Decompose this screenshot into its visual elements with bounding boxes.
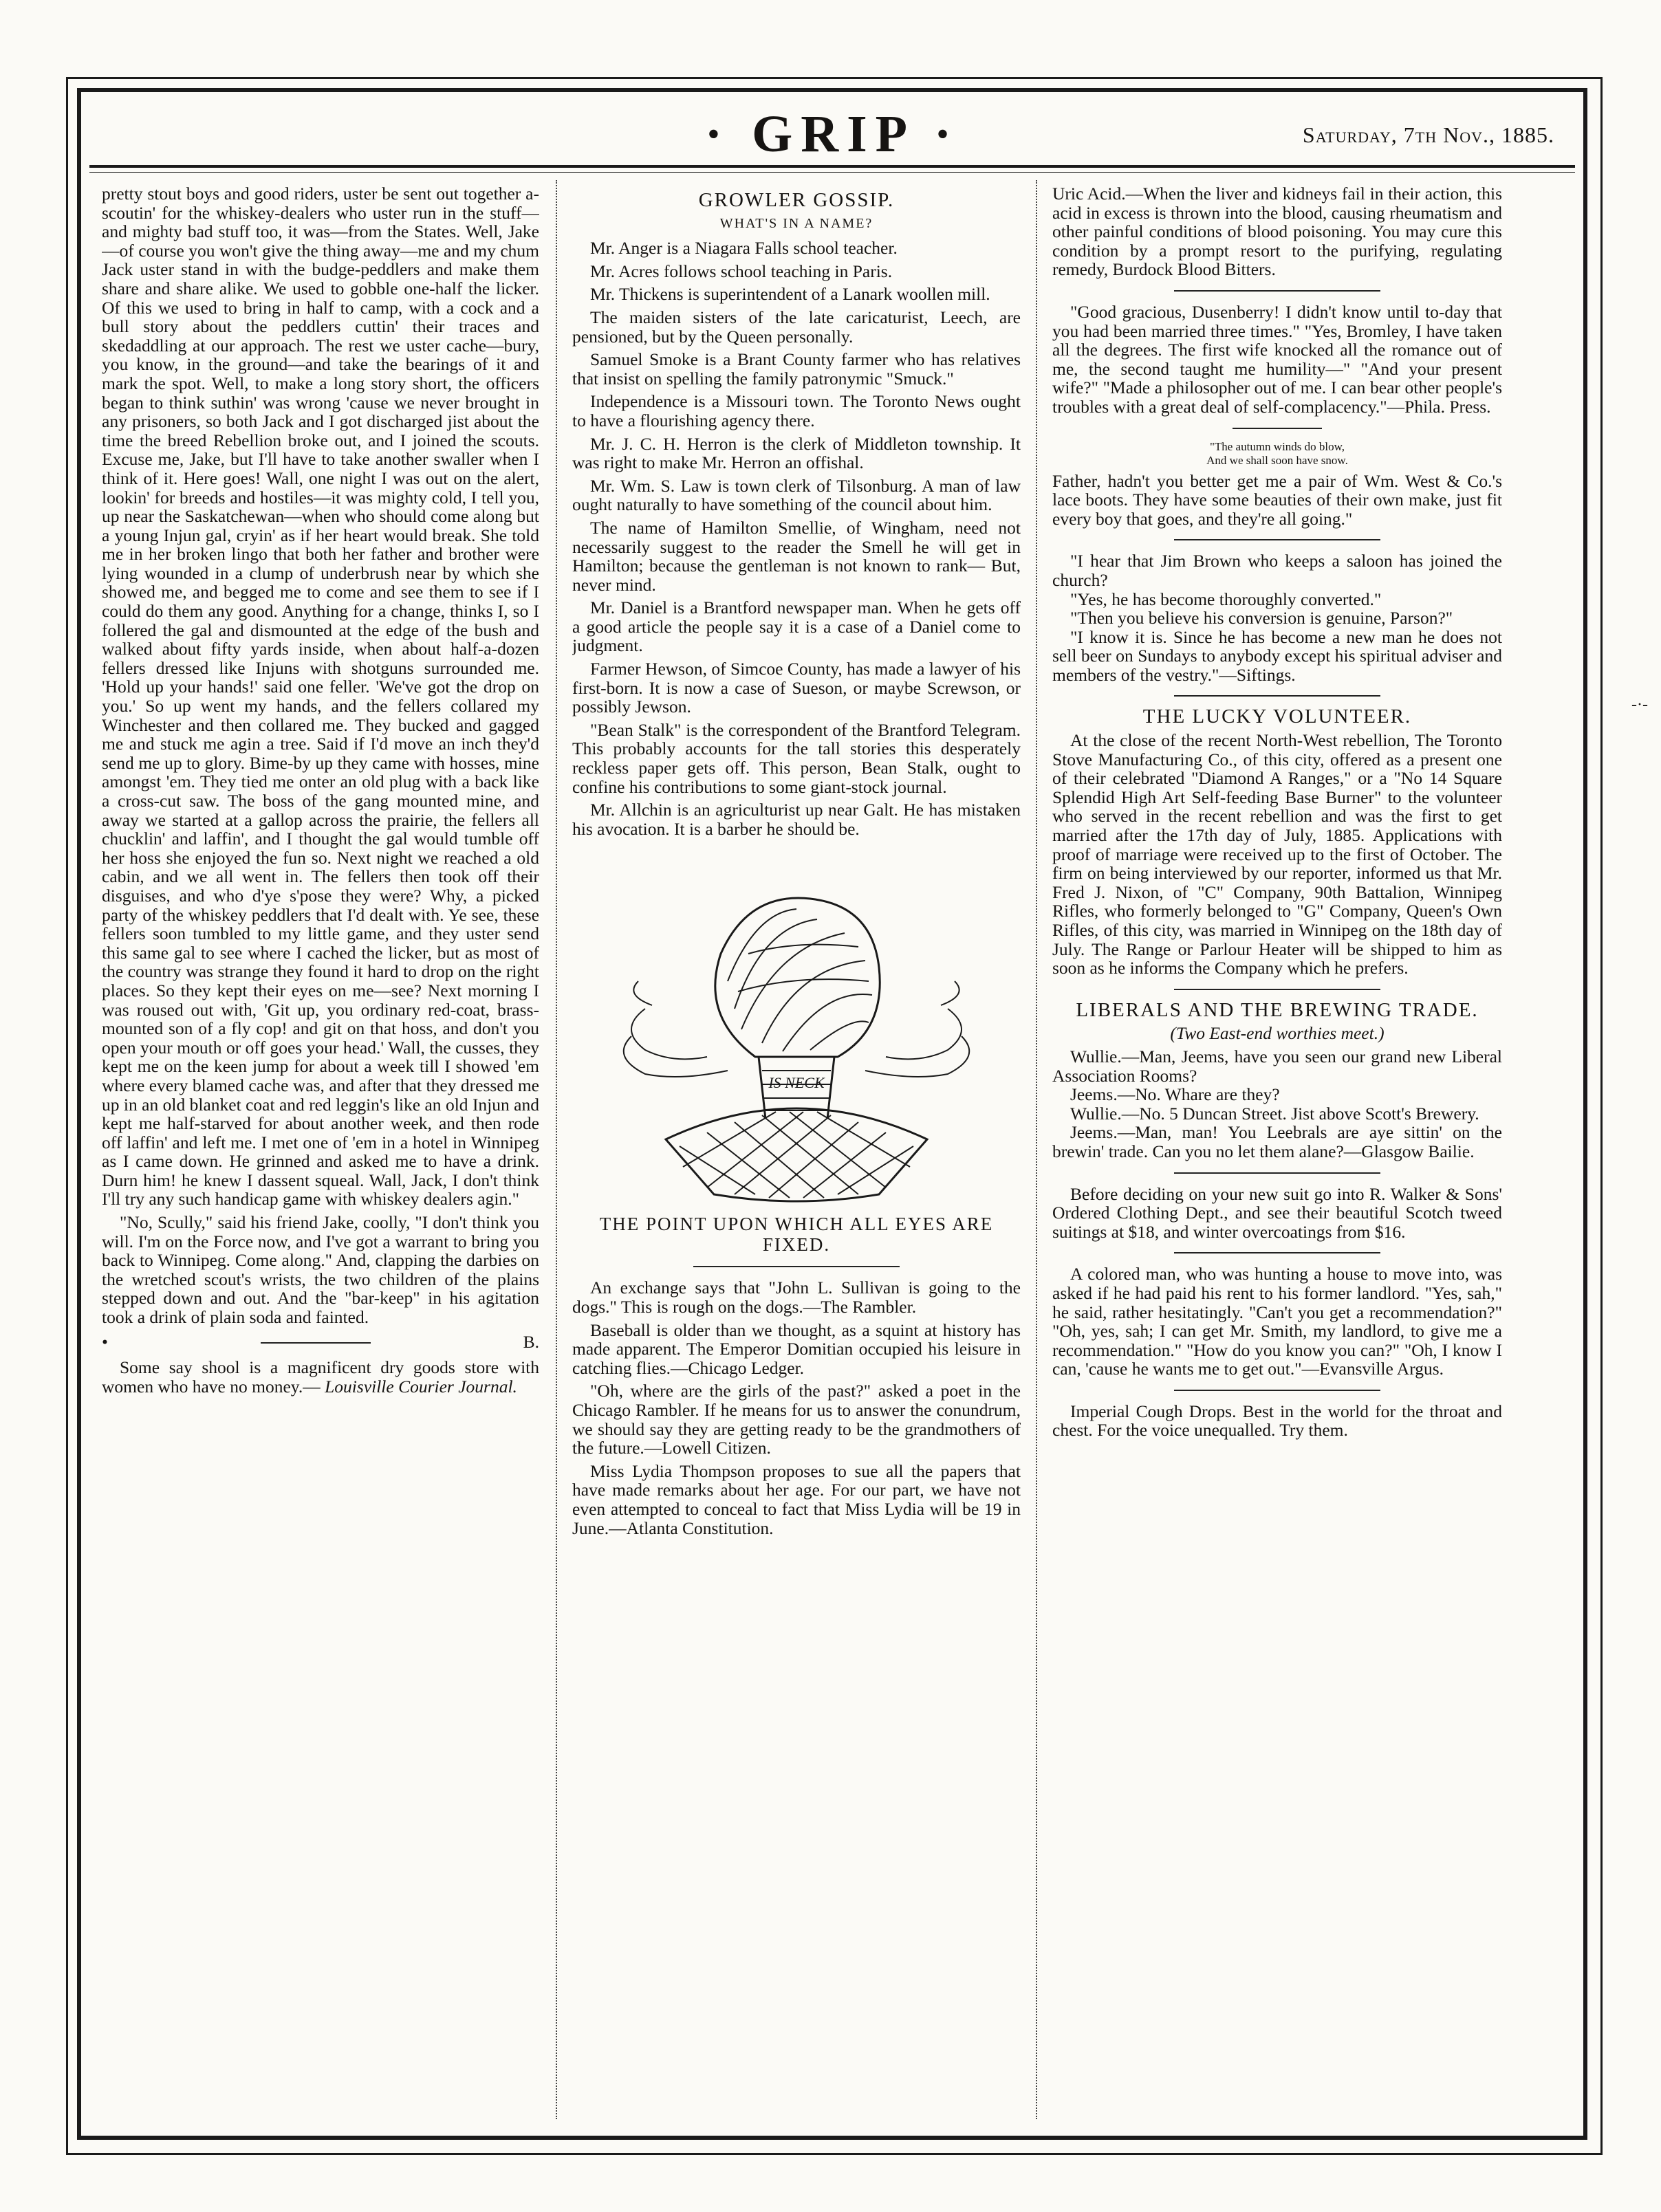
sullivan-item: An exchange says that "John L. Sullivan is going to the dogs." This is rough on the dogs.—The Rambler.	[572, 1278, 1021, 1317]
neck-cartoon-illustration	[590, 851, 1003, 1208]
gossip-item: The name of Hamilton Smellie, of Wingham, need not necessarily suggest to the reader the Smell he will get in Hamilton; because the gentleman is not known to rank— But, never mind.	[572, 517, 1021, 595]
jim-brown-line: "I hear that Jim Brown who keeps a saloon has joined the church?	[1052, 551, 1502, 590]
whats-in-a-name-subheading: WHAT'S IN A NAME?	[719, 215, 873, 231]
gossip-item: Mr. J. C. H. Herron is the clerk of Middleton township. It was right to make Mr. Herron an offishal.	[572, 433, 1021, 473]
dialogue-line: Wullie.—No. 5 Duncan Street. Jist above Scott's Brewery.	[1070, 1103, 1479, 1124]
girls-of-past-item: "Oh, where are the girls of the past?" asked a poet in the Chicago Rambler. If he means for us to answer the conundrum, we should say they are getting ready to be the grandmothers of the future.—Lowell Citizen.	[572, 1381, 1021, 1458]
cartoon-caption: THE POINT UPON WHICH ALL EYES ARE FIXED.	[599, 1214, 994, 1256]
lucky-volunteer-heading: THE LUCKY VOLUNTEER.	[1142, 705, 1412, 728]
gossip-item: Independence is a Missouri town. The Toronto News ought to have a flourishing agency there.	[572, 391, 1021, 430]
dateline: Saturday, 7th Nov., 1885.	[1302, 122, 1554, 147]
header-rule-thin	[89, 172, 1575, 173]
gossip-item: Mr. Acres follows school teaching in Paris.	[590, 261, 893, 281]
masthead-title: · GRIP ·	[704, 105, 960, 163]
dusenberry-joke: "Good gracious, Dusenberry! I didn't know until to-day that you had been married three times." "Yes, Bromley, I have taken all the degrees. The first wife knocked all the romance out of me, the second taught me humility—" "And your present wife?" "Made a philosopher out of me. I can bear other people's troubles with a great deal of self-complacency."—Phila. Press.	[1052, 301, 1502, 417]
story-signature: B.	[523, 1331, 539, 1352]
shool-joke: Some say shool is a magnificent dry goods store with women who have no money.— Louisville Courier Journal.	[102, 1357, 539, 1397]
header-rule	[89, 165, 1575, 168]
verse-block: "The autumn winds do blow, And we shall soon have snow.	[1206, 439, 1348, 467]
liberals-subheading: (Two East-end worthies meet.)	[1170, 1023, 1385, 1044]
illustration-label: IS NECK	[768, 1074, 825, 1092]
page-header	[89, 103, 1575, 165]
gossip-item: The maiden sisters of the late caricaturist, Leech, are pensioned, but by the Queen personally.	[572, 307, 1021, 347]
jim-brown-line: "Yes, he has become thoroughly converted."	[1070, 589, 1382, 609]
gossip-item: Mr. Wm. S. Law is town clerk of Tilsonburg. A man of law ought naturally to have something of the council about him.	[572, 475, 1021, 515]
colored-man-joke: A colored man, who was hunting a house to move into, was asked if he had paid his rent to his former landlord. "Yes, sah," he said, rather hesitatingly. "Can't you get a recommendation?" "Oh, yes, sah; I can get Mr. Smith, my landlord, to give me a recommendation." "How do you know you can?" "Oh, I know I can, 'cause he wants me to get out."—Evansville Argus.	[1052, 1264, 1502, 1379]
west-boots-ad: Father, hadn't you better get me a pair of Wm. West & Co.'s lace boots. They have some beauties of their own make, just fit every boy that goes, and they're all going."	[1052, 470, 1502, 529]
dialogue-line: Jeems.—Man, man! You Leebrals are aye sittin' on the brewin' trade. Can you no let them alane?—Glasgow Bailie.	[1052, 1122, 1502, 1161]
scout-story-text: pretty stout boys and good riders, uster be sent out together a-scoutin' for the whiskey-dealers who uster run in the stuff—and mighty bad stuff too, it was—from the States. Well, Jake—of course you won't give the thing away—me and my chum Jack uster stand in with the budge-peddlers and make them share and share alike. We used to gobble one-half the licker. Of this we used to bring in half to camp, with a cock and a bull story about the peddlers cuttin' their traces and skedaddling at our approach. The rest we uster cache—bury, you know, in the ground—and take the bearings of it and mark the spot. Well, to make a long story short, the officers began to think suthin' was wrong 'cause we never brought in any prisoners, so both Jack and I got discharged jist about the time the breed Rebellion broke out, and I joined the scouts. Excuse me, Jake, but I'll have to take another swaller when I think of it. Here goes! Wall, one night I was out on the alert, lookin' for breeds and hostiles—it was mighty cold, I tell you, up near the Saskatchewan—when who should come along but a young Injun gal, cryin' as if her heart would break. She told me in her broken lingo that both her father and brother were lying wounded in a clump of underbrush near by which she showed me, and begged me to come and see them to see if I could do them any good. Anything for a change, thinks I, so I follered the gal and dismounted at the edge of the bush and walked about fifty yards inside, when about half-a-dozen fellers dressed like Injuns with shotguns surrounded me. 'Hold up your hands!' said one feller. 'We've got the drop on you.' So up went my hands, and the fellers collared my Winchester and then collared me. They bucked and gagged me and stuck me agin a tree. Said if I'd move an inch they'd send me up to glory. Bime-by up they came with hosses, mine amongst 'em. They tied me onter an old plug with a back like a cross-cut saw. The boss of the gang mounted mine, and away we started at a gallop across the prairie, the fellers all chucklin' and laffin', and I thought the gal would tumble off her hoss she enjoyed the fun so. Next night we reached a old cabin, and we all went in. The fellers then took off their disguises, and who d'ye s'pose they were? Why, a picked party of the whiskey peddlers that I'd dealt with. Ye see, these fellers soon tumbled to my little game, and they uster send this same gal to see where I cached the licker, but as most of the country was strange they found it hard to drop on the right places. So they kept their eyes on me—see? Next morning I was roused out with, 'Git up, you ordinary red-coat, brass-mounted son of a fly cop! and git on that hoss, and don't you open your mouth or off goes your head.' Wall, the cusses, they kept me on the keen jump for about a week till I showed 'em where every blamed cache was, and after that they dressed me up in an old blanket coat and red leggin's like an old Injun and kept me half-starved for about another week, and then rode off laffin' and left me. I met one of 'em in a hotel in Winnipeg as I came down. He grinned and asked me to have a drink. Durn him! he knew I dassent squeal. Wall, Jack, I don't think I'll try any such handicap game with whiskey dealers agin."	[102, 184, 539, 1209]
gossip-item: "Bean Stalk" is the correspondent of the Brantford Telegram. This probably accounts for the tall stories this desperately reckless paper gets off. This person, Bean Stalk, ought to confine his contributions to some giant-stock journal.	[572, 719, 1021, 797]
column-divider-2	[1036, 180, 1037, 2119]
liberals-brewing-heading: LIBERALS AND THE BREWING TRADE.	[1076, 998, 1479, 1021]
gossip-item: Mr. Anger is a Niagara Falls school teacher.	[590, 238, 898, 259]
gossip-item: Samuel Smoke is a Brant County farmer who has relatives that insist on spelling the family patronymic "Smuck."	[572, 349, 1021, 388]
dialogue-line: Wullie.—Man, Jeems, have you seen our grand new Liberal Association Rooms?	[1052, 1046, 1502, 1086]
cough-drops-ad: Imperial Cough Drops. Best in the world for the throat and chest. For the voice unequalled. Try them.	[1052, 1401, 1502, 1441]
column-divider-1	[556, 180, 557, 2119]
story-signoff	[102, 1333, 539, 1352]
gossip-item: Mr. Daniel is a Brantford newspaper man. When he gets off a good article the people say it is a case of a Daniel come to judgment.	[572, 598, 1021, 656]
scout-story-ending: "No, Scully," said his friend Jake, coolly, "I don't think you will. I'm on the Force now, and I've got a warrant to bring you back to Winnipeg. Come along." And, clapping the darbies on the wretched scout's wrists, the two children of the plains stepped down and out. And the "bar-keep" in his agitation took a drink of plain soda and fainted.	[102, 1212, 539, 1328]
uric-acid-ad: Uric Acid.—When the liver and kidneys fail in their action, this acid in excess is thrown into the blood, causing rheumatism and other painful conditions of blood poisoning. You may cure this condition by a prompt resort to the purifying, regulating remedy, Burdock Blood Bitters.	[1052, 184, 1502, 280]
lucky-volunteer-text: At the close of the recent North-West rebellion, The Toronto Stove Manufacturing Co., of this city, offered as a present one of their celebrated "Diamond A Ranges," or a "No 14 Square Splendid High Art Self-feeding Base Burner" to the volunteer who served in the recent rebellion and was the first to get married after the 17th day of July, 1885. Applications with proof of marriage were received up to the first of October. The firm on being interviewed by our reporter, informed us that Mr. Fred J. Nixon, of "C" Company, 90th Battalion, Winnipeg Rifles, who formerly belonged to "G" Company, Queen's Own Rifles, of this city, was married in Winnipeg on the 18th day of July. The Range or Parlour Heater will be shipped to him as soon as he informs the Company which he prefers.	[1052, 730, 1502, 978]
gossip-item: Mr. Thickens is superintendent of a Lanark woollen mill.	[590, 284, 990, 305]
walker-clothing-ad: Before deciding on your new suit go into R. Walker & Sons' Ordered Clothing Dept., and see their beautiful Scotch tweed suitings at $18, and winter overcoatings from $16.	[1052, 1183, 1502, 1242]
jim-brown-line: "I know it is. Since he has become a new man he does not sell beer on Sundays to anybody except his spiritual adviser and members of the vestry."—Siftings.	[1052, 626, 1502, 685]
lydia-thompson-item: Miss Lydia Thompson proposes to sue all the papers that have made remarks about her age. For our part, we have not even attempted to conceal to fact that Miss Lydia will be 19 in June.—Atlanta Constitution.	[572, 1460, 1021, 1538]
dialogue-line: Jeems.—No. Whare are they?	[1070, 1084, 1280, 1105]
signoff-rule	[261, 1342, 371, 1352]
baseball-item: Baseball is older than we thought, as a squint at history has made apparent. The Emperor Domitian occupied his leisure in catching flies.—Chicago Ledger.	[572, 1319, 1021, 1378]
margin-mark: -·-	[1631, 696, 1648, 714]
column-2	[572, 184, 1021, 2110]
gossip-item: Mr. Allchin is an agriculturist up near Galt. He has mistaken his avocation. It is a barber he should be.	[572, 800, 1021, 839]
column-3	[1052, 184, 1502, 2110]
gossip-item: Farmer Hewson, of Simcoe County, has made a lawyer of his first-born. It is now a case of Sueson, or maybe Screwson, or possibly Jewson.	[572, 659, 1021, 717]
growler-gossip-heading: GROWLER GOSSIP.	[698, 189, 895, 211]
jim-brown-line: "Then you believe his conversion is genuine, Parson?"	[1070, 608, 1453, 628]
bullet-mark: •	[102, 1331, 108, 1352]
column-1	[102, 184, 539, 2110]
